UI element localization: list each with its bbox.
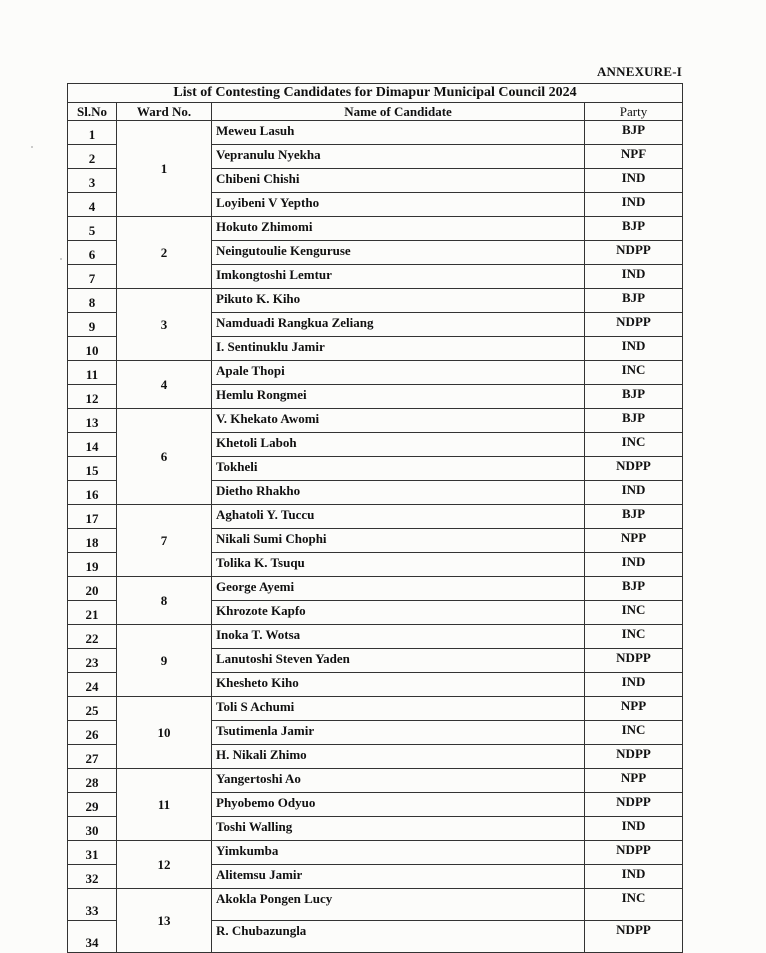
- party-name: BJP: [585, 289, 683, 313]
- ward-number: 2: [117, 217, 212, 289]
- serial-number: 27: [68, 745, 117, 769]
- party-name: NDPP: [585, 649, 683, 673]
- header-sl-no: Sl.No: [68, 103, 117, 121]
- serial-number: 19: [68, 553, 117, 577]
- serial-number: 23: [68, 649, 117, 673]
- party-name: NDPP: [585, 921, 683, 953]
- party-name: NDPP: [585, 241, 683, 265]
- candidate-name: Loyibeni V Yeptho: [212, 193, 585, 217]
- serial-number: 5: [68, 217, 117, 241]
- ward-number: 10: [117, 697, 212, 769]
- serial-number: 20: [68, 577, 117, 601]
- party-name: BJP: [585, 409, 683, 433]
- candidate-name: Meweu Lasuh: [212, 121, 585, 145]
- party-name: NDPP: [585, 793, 683, 817]
- party-name: IND: [585, 673, 683, 697]
- serial-number: 31: [68, 841, 117, 865]
- candidate-name: Hemlu Rongmei: [212, 385, 585, 409]
- candidate-name: Khesheto Kiho: [212, 673, 585, 697]
- candidate-name: H. Nikali Zhimo: [212, 745, 585, 769]
- serial-number: 9: [68, 313, 117, 337]
- party-name: NPF: [585, 145, 683, 169]
- table-row: [68, 505, 683, 529]
- candidate-name: I. Sentinuklu Jamir: [212, 337, 585, 361]
- serial-number: 24: [68, 673, 117, 697]
- candidate-name: V. Khekato Awomi: [212, 409, 585, 433]
- serial-number: 14: [68, 433, 117, 457]
- serial-number: 3: [68, 169, 117, 193]
- candidate-name: George Ayemi: [212, 577, 585, 601]
- party-name: INC: [585, 433, 683, 457]
- candidate-name: Lanutoshi Steven Yaden: [212, 649, 585, 673]
- header-ward-no: Ward No.: [117, 103, 212, 121]
- table-title: List of Contesting Candidates for Dimapur Municipal Council 2024: [68, 84, 683, 103]
- party-name: BJP: [585, 217, 683, 241]
- candidate-name: Toli S Achumi: [212, 697, 585, 721]
- candidate-name: Inoka T. Wotsa: [212, 625, 585, 649]
- serial-number: 6: [68, 241, 117, 265]
- candidate-name: Tolika K. Tsuqu: [212, 553, 585, 577]
- party-name: INC: [585, 889, 683, 921]
- serial-number: 11: [68, 361, 117, 385]
- candidate-name: Khrozote Kapfo: [212, 601, 585, 625]
- table-row: [68, 577, 683, 601]
- party-name: IND: [585, 337, 683, 361]
- table-row: [68, 841, 683, 865]
- candidate-name: Pikuto K. Kiho: [212, 289, 585, 313]
- candidate-name: Aghatoli Y. Tuccu: [212, 505, 585, 529]
- candidate-name: Apale Thopi: [212, 361, 585, 385]
- table-row: [68, 697, 683, 721]
- party-name: IND: [585, 865, 683, 889]
- party-name: IND: [585, 193, 683, 217]
- candidate-name: Tokheli: [212, 457, 585, 481]
- serial-number: 25: [68, 697, 117, 721]
- table-row: [68, 889, 683, 921]
- serial-number: 12: [68, 385, 117, 409]
- candidates-table-wrapper: [67, 83, 682, 953]
- ward-number: 13: [117, 889, 212, 953]
- serial-number: 2: [68, 145, 117, 169]
- party-name: NDPP: [585, 745, 683, 769]
- candidate-name: Vepranulu Nyekha: [212, 145, 585, 169]
- serial-number: 1: [68, 121, 117, 145]
- ward-number: 7: [117, 505, 212, 577]
- header-name: Name of Candidate: [212, 103, 585, 121]
- candidate-name: Namduadi Rangkua Zeliang: [212, 313, 585, 337]
- header-row: [68, 103, 683, 121]
- table-row: [68, 409, 683, 433]
- ward-number: 8: [117, 577, 212, 625]
- ward-number: 3: [117, 289, 212, 361]
- serial-number: 34: [68, 921, 117, 953]
- party-name: BJP: [585, 577, 683, 601]
- candidate-name: R. Chubazungla: [212, 921, 585, 953]
- candidate-name: Yimkumba: [212, 841, 585, 865]
- party-name: INC: [585, 721, 683, 745]
- party-name: IND: [585, 553, 683, 577]
- serial-number: 17: [68, 505, 117, 529]
- scan-speck: [60, 258, 62, 260]
- candidate-name: Tsutimenla Jamir: [212, 721, 585, 745]
- candidates-table: [67, 83, 683, 953]
- serial-number: 22: [68, 625, 117, 649]
- ward-number: 1: [117, 121, 212, 217]
- table-row: [68, 121, 683, 145]
- party-name: IND: [585, 169, 683, 193]
- table-row: [68, 361, 683, 385]
- party-name: NPP: [585, 697, 683, 721]
- scan-speck: [31, 146, 33, 148]
- candidate-name: Nikali Sumi Chophi: [212, 529, 585, 553]
- party-name: NDPP: [585, 457, 683, 481]
- candidate-name: Yangertoshi Ao: [212, 769, 585, 793]
- serial-number: 4: [68, 193, 117, 217]
- serial-number: 28: [68, 769, 117, 793]
- party-name: NPP: [585, 529, 683, 553]
- serial-number: 33: [68, 889, 117, 921]
- serial-number: 21: [68, 601, 117, 625]
- header-party: Party: [585, 103, 683, 121]
- serial-number: 30: [68, 817, 117, 841]
- candidate-name: Khetoli Laboh: [212, 433, 585, 457]
- serial-number: 10: [68, 337, 117, 361]
- ward-number: 12: [117, 841, 212, 889]
- party-name: IND: [585, 817, 683, 841]
- table-row: [68, 217, 683, 241]
- serial-number: 8: [68, 289, 117, 313]
- candidate-name: Toshi Walling: [212, 817, 585, 841]
- serial-number: 29: [68, 793, 117, 817]
- party-name: NDPP: [585, 313, 683, 337]
- table-row: [68, 289, 683, 313]
- serial-number: 18: [68, 529, 117, 553]
- candidate-name: Phyobemo Odyuo: [212, 793, 585, 817]
- party-name: BJP: [585, 121, 683, 145]
- party-name: BJP: [585, 505, 683, 529]
- party-name: BJP: [585, 385, 683, 409]
- annexure-label: ANNEXURE-I: [596, 64, 682, 79]
- ward-number: 4: [117, 361, 212, 409]
- serial-number: 16: [68, 481, 117, 505]
- table-row: [68, 769, 683, 793]
- candidate-name: Chibeni Chishi: [212, 169, 585, 193]
- party-name: INC: [585, 361, 683, 385]
- candidate-name: Imkongtoshi Lemtur: [212, 265, 585, 289]
- serial-number: 32: [68, 865, 117, 889]
- ward-number: 6: [117, 409, 212, 505]
- party-name: IND: [585, 265, 683, 289]
- serial-number: 13: [68, 409, 117, 433]
- table-body: [68, 121, 683, 953]
- table-row: [68, 625, 683, 649]
- serial-number: 15: [68, 457, 117, 481]
- candidate-name: Alitemsu Jamir: [212, 865, 585, 889]
- party-name: INC: [585, 625, 683, 649]
- party-name: NPP: [585, 769, 683, 793]
- candidate-name: Dietho Rhakho: [212, 481, 585, 505]
- serial-number: 26: [68, 721, 117, 745]
- party-name: IND: [585, 481, 683, 505]
- ward-number: 9: [117, 625, 212, 697]
- candidate-name: Akokla Pongen Lucy: [212, 889, 585, 921]
- ward-number: 11: [117, 769, 212, 841]
- candidate-name: Hokuto Zhimomi: [212, 217, 585, 241]
- party-name: INC: [585, 601, 683, 625]
- party-name: NDPP: [585, 841, 683, 865]
- serial-number: 7: [68, 265, 117, 289]
- candidate-name: Neingutoulie Kenguruse: [212, 241, 585, 265]
